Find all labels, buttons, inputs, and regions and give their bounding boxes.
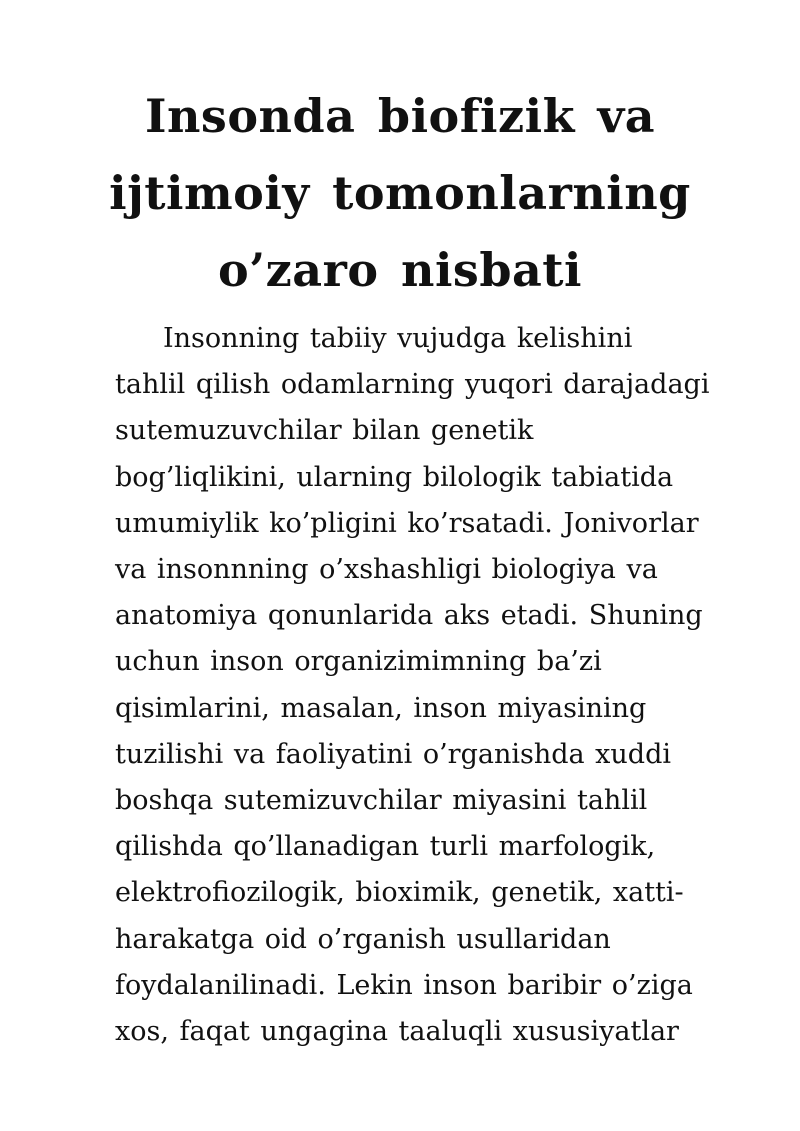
page-title: [60, 78, 740, 309]
paragraph-line: harakatga oid o’rganish usullaridan: [115, 923, 611, 955]
paragraph-line: va insonnning o’xshashligi biologiya va: [115, 554, 658, 586]
paragraph-line: tuzilishi va faoliyatini o’rganishda xuddi: [115, 738, 672, 770]
paragraph-line: tahlil qilish odamlarning yuqori darajadagi: [115, 369, 710, 401]
paragraph-line: umumiylik ko’pligini ko’rsatadi. Jonivorlar: [115, 507, 699, 539]
paragraph-line: anatomiya qonunlarida aks etadi. Shuning: [115, 600, 703, 632]
paragraph-line: sutemuzuvchilar bilan genetik: [115, 415, 534, 447]
paragraph-line: Insonning tabiiy vujudga kelishini: [163, 323, 633, 354]
paragraph-line: qisimlarini, masalan, inson miyasining: [115, 692, 647, 724]
title-line: o’zaro nisbati: [217, 243, 583, 297]
title-line: ijtimoiy tomonlarning: [109, 166, 691, 220]
title-line: Insonda biofizik va: [144, 89, 656, 143]
paragraph-line: qilishda qo’llanadigan turli marfologik,: [115, 831, 656, 863]
paragraph-line: uchun inson organizimimning ba’zi: [115, 646, 602, 678]
paragraph-line: elektrofiozilogik, bioximik, genetik, xatti-: [115, 877, 684, 909]
paragraph-line: xos, faqat ungagina taaluqli xususiyatlar: [115, 1016, 679, 1048]
body-paragraph: [115, 316, 755, 1055]
paragraph-line: boshqa sutemizuvchilar miyasini tahlil: [115, 785, 648, 817]
paragraph-line: bog’liqlikini, ularning bilologik tabiatida: [115, 461, 674, 493]
paragraph-line: foydalanilinadi. Lekin inson baribir o’ziga: [115, 969, 693, 1001]
